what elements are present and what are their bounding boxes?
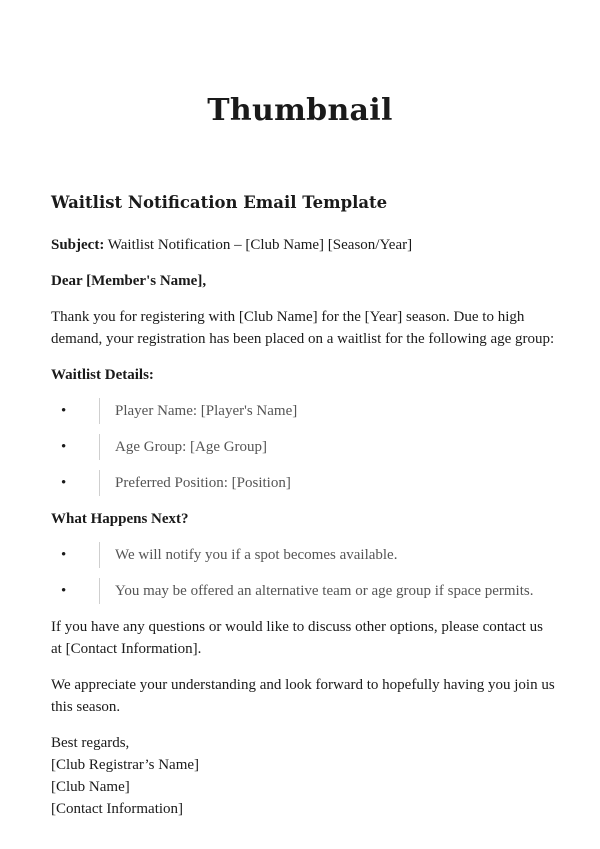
- signoff-line: Best regards,: [51, 735, 130, 751]
- subject-line: [51, 234, 556, 256]
- document-heading: Waitlist Notification Email Template: [51, 193, 388, 212]
- list-item-text: Age Group: [Age Group]: [115, 439, 268, 455]
- signoff-block: [51, 732, 556, 820]
- bullet-icon: •: [61, 403, 67, 419]
- bullet-icon: •: [61, 583, 67, 599]
- list-item-text: Preferred Position: [Position]: [115, 475, 291, 491]
- list-item: [51, 544, 556, 566]
- appreciation-paragraph: We appreciate your understanding and look forward to hopefully having you join us this season.: [51, 677, 555, 715]
- bullet-icon: •: [61, 547, 67, 563]
- thumbnail-title: Thumbnail: [207, 93, 393, 128]
- intro-paragraph: Thank you for registering with [Club Name] for the [Year] season. Due to high demand, your registration has been placed on a waitlist for the following age group:: [51, 309, 555, 347]
- next-steps-list: [51, 544, 556, 602]
- waitlist-details-heading: Waitlist Details:: [51, 367, 154, 383]
- signoff-line: [Club Name]: [51, 779, 130, 795]
- quote-bar: [99, 578, 100, 604]
- what-happens-next-heading: What Happens Next?: [51, 511, 189, 527]
- signoff-line: [Club Registrar’s Name]: [51, 757, 200, 773]
- subject-label: Subject:: [51, 237, 105, 253]
- list-item: [51, 580, 556, 602]
- questions-paragraph: If you have any questions or would like to discuss other options, please contact us at [Contact Information].: [51, 619, 543, 657]
- bullet-icon: •: [61, 439, 67, 455]
- greeting: Dear [Member's Name],: [51, 273, 207, 289]
- list-item-text: You may be offered an alternative team or age group if space permits.: [115, 583, 534, 599]
- quote-bar: [99, 542, 100, 568]
- bullet-icon: •: [61, 475, 67, 491]
- list-item: [51, 400, 556, 422]
- quote-bar: [99, 470, 100, 496]
- list-item: [51, 472, 556, 494]
- list-item-text: Player Name: [Player's Name]: [115, 403, 298, 419]
- waitlist-details-list: [51, 400, 556, 494]
- signoff-line: [Contact Information]: [51, 801, 184, 817]
- list-item-text: We will notify you if a spot becomes available.: [115, 547, 398, 563]
- list-item: [51, 436, 556, 458]
- quote-bar: [99, 434, 100, 460]
- subject-text: Waitlist Notification – [Club Name] [Season/Year]: [104, 237, 413, 253]
- document-body: [51, 192, 556, 820]
- quote-bar: [99, 398, 100, 424]
